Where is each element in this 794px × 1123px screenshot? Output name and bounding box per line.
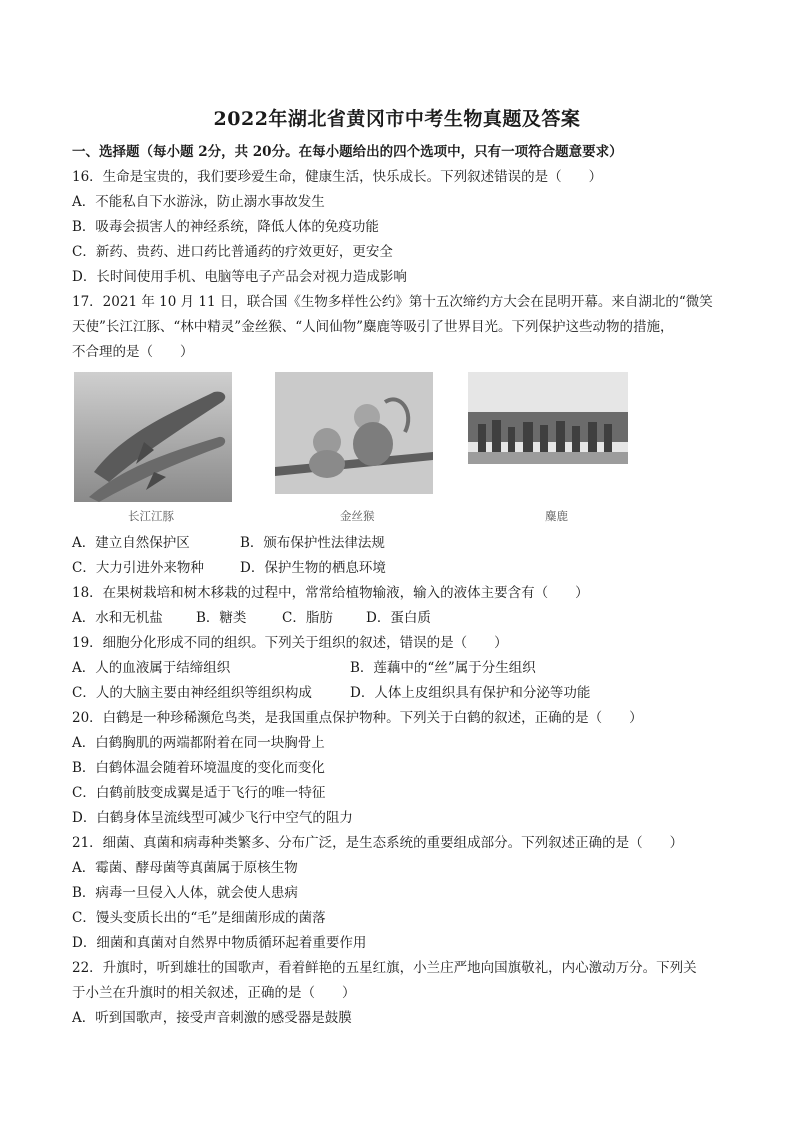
q16-option-c: C．新药、贵药、进口药比普通药的疗效更好，更安全 bbox=[72, 244, 393, 260]
q17-option-a: A．建立自然保护区 bbox=[72, 535, 190, 551]
q17-stem-line3: 不合理的是（ ） bbox=[72, 344, 194, 360]
q19-option-d: D．人体上皮组织具有保护和分泌等功能 bbox=[350, 685, 591, 701]
section-heading: 一、选择题（每小题 2分，共 20分。在每小题给出的四个选项中，只有一项符合题意要求） bbox=[72, 144, 623, 160]
q18-stem: 18．在果树栽培和树木移栽的过程中，常常给植物输液，输入的液体主要含有（ ） bbox=[72, 585, 589, 601]
q19-option-c: C．人的大脑主要由神经组织等组织构成 bbox=[72, 685, 312, 701]
q20-stem: 20．白鹤是一种珍稀濒危鸟类，是我国重点保护物种。下列关于白鹤的叙述，正确的是（ ） bbox=[72, 710, 643, 726]
golden-monkey-photo bbox=[275, 372, 433, 524]
q21-option-c: C．馒头变质长出的“毛”是细菌形成的菌落 bbox=[72, 910, 326, 926]
finless-porpoise-photo bbox=[74, 372, 232, 524]
q20-option-c: C．白鹤前肢变成翼是适于飞行的唯一特征 bbox=[72, 785, 326, 801]
q20-option-a: A．白鹤胸肌的两端都附着在同一块胸骨上 bbox=[72, 735, 325, 751]
q19-stem: 19．细胞分化形成不同的组织。下列关于组织的叙述，错误的是（ ） bbox=[72, 635, 508, 651]
q18-option-c: C．脂肪 bbox=[282, 610, 333, 626]
q18-option-a: A．水和无机盐 bbox=[72, 610, 163, 626]
q21-stem: 21．细菌、真菌和病毒种类繁多、分布广泛，是生态系统的重要组成部分。下列叙述正确的是（ ） bbox=[72, 835, 684, 851]
q17-option-b: B．颁布保护性法律法规 bbox=[240, 535, 385, 551]
q22-stem-line2: 于小兰在升旗时的相关叙述，正确的是（ ） bbox=[72, 985, 356, 1001]
q16-option-d: D．长时间使用手机、电脑等电子产品会对视力造成影响 bbox=[72, 269, 407, 285]
q21-option-a: A．霉菌、酵母菌等真菌属于原核生物 bbox=[72, 860, 298, 876]
pere-david-deer-photo bbox=[468, 372, 628, 524]
q20-option-b: B．白鹤体温会随着环境温度的变化而变化 bbox=[72, 760, 325, 776]
q16-option-b: B．吸毒会损害人的神经系统，降低人体的免疫功能 bbox=[72, 219, 379, 235]
q17-stem-line2: 天使”长江江豚、“林中精灵”金丝猴、“人间仙物”麋鹿等吸引了世界目光。下列保护这些动物的措施， bbox=[72, 319, 674, 335]
q21-option-d: D．细菌和真菌对自然界中物质循环起着重要作用 bbox=[72, 935, 367, 951]
q17-option-d: D．保护生物的栖息环境 bbox=[240, 560, 386, 576]
q22-stem-line1: 22．升旗时，听到雄壮的国歌声，看着鲜艳的五星红旗，小兰庄严地向国旗敬礼，内心激动万分。下列关 bbox=[72, 960, 697, 976]
q20-option-d: D．白鹤身体呈流线型可减少飞行中空气的阻力 bbox=[72, 810, 353, 826]
q16-option-a: A．不能私自下水游泳，防止溺水事故发生 bbox=[72, 194, 325, 210]
q22-option-a: A．听到国歌声，接受声音刺激的感受器是鼓膜 bbox=[72, 1010, 352, 1026]
golden-monkey-caption: 金丝猴 bbox=[340, 509, 375, 523]
q19-option-a: A．人的血液属于结缔组织 bbox=[72, 660, 231, 676]
page-title: 2022年湖北省黄冈市中考生物真题及答案 bbox=[213, 108, 581, 130]
q21-option-b: B．病毒一旦侵入人体，就会使人患病 bbox=[72, 885, 298, 901]
q18-option-b: B．糖类 bbox=[196, 610, 247, 626]
q17-option-c: C．大力引进外来物种 bbox=[72, 560, 204, 576]
pere-david-deer-caption: 麋鹿 bbox=[545, 509, 568, 523]
finless-porpoise-caption: 长江江豚 bbox=[128, 509, 174, 523]
q18-option-d: D．蛋白质 bbox=[366, 610, 431, 626]
q17-stem-line1: 17．2021 年 10 月 11 日，联合国《生物多样性公约》第十五次缔约方大会在昆明开幕。来自湖北的“微笑 bbox=[72, 294, 713, 310]
q16-stem: 16．生命是宝贵的，我们要珍爱生命，健康生活，快乐成长。下列叙述错误的是（ ） bbox=[72, 169, 603, 185]
q19-option-b: B．莲藕中的“丝”属于分生组织 bbox=[350, 660, 536, 676]
